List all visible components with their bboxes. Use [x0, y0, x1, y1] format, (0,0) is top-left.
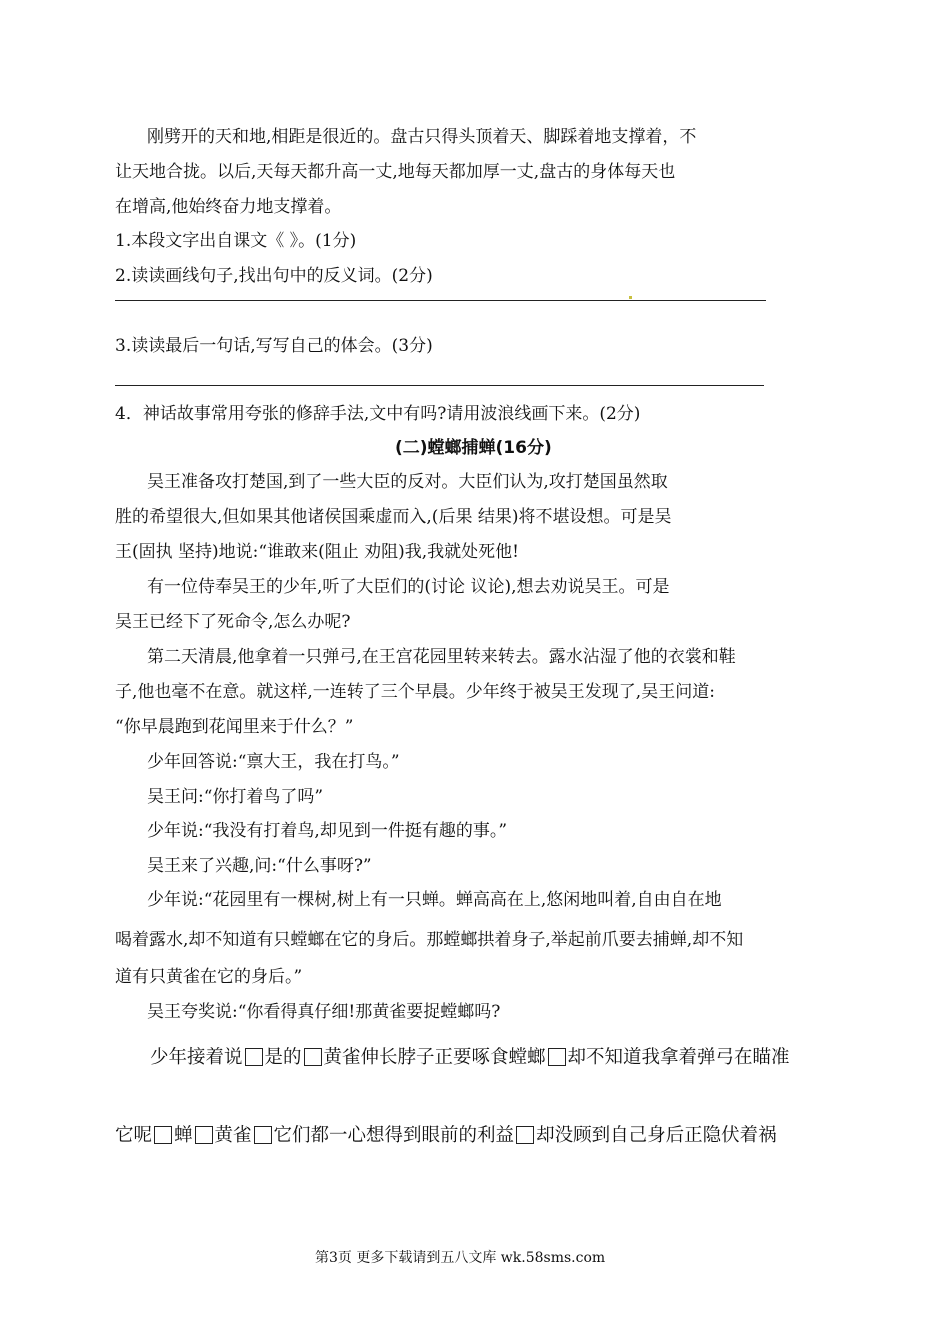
question-4: 4．神话故事常用夸张的修辞手法,文中有吗?请用波浪线画下来。(2分) — [115, 404, 641, 424]
passage1-line-1: 刚劈开的天和地,相距是很近的。盘古只得头顶着天、脚踩着地支撑着，不 — [147, 127, 697, 147]
punctuation-box[interactable] — [254, 1126, 272, 1144]
fill-text: 蝉 — [174, 1125, 193, 1146]
passage2-p4-line-3: 道有只黄雀在它的身后。” — [115, 967, 303, 987]
dialogue-4: 吴王来了兴趣,问:“什么事呀?” — [147, 856, 372, 876]
dialogue-3: 少年说:“我没有打着鸟,却见到一件挺有趣的事。” — [147, 821, 508, 841]
question-1: 1.本段文字出自课文《 》。(1分) — [115, 231, 357, 251]
passage2-p2-line-1: 有一位侍奉吴王的少年,听了大臣们的(讨论 议论),想去劝说吴王。可是 — [147, 577, 670, 597]
passage2-title: (二)螳螂捕蝉(16分) — [395, 438, 552, 458]
fill-text: 它们都一心想得到眼前的利益 — [273, 1125, 515, 1146]
punctuation-box[interactable] — [245, 1048, 263, 1066]
fill-line-1 — [150, 1044, 790, 1072]
answer-line-q3 — [115, 385, 764, 386]
passage1-line-2: 让天地合拢。以后,天每天都升高一丈,地每天都加厚一丈,盘古的身体每天也 — [115, 162, 676, 182]
fill-text: 是的 — [264, 1047, 302, 1068]
fill-text: 黄雀 — [214, 1125, 252, 1146]
punctuation-box[interactable] — [516, 1126, 534, 1144]
punctuation-box[interactable] — [548, 1048, 566, 1066]
punctuation-box[interactable] — [304, 1048, 322, 1066]
punctuation-box[interactable] — [154, 1126, 172, 1144]
fill-text: 却没顾到自己身后正隐伏着祸 — [536, 1125, 777, 1146]
fill-text: 它呢 — [115, 1125, 153, 1146]
dialogue-5: 吴王夸奖说:“你看得真仔细!那黄雀要捉螳螂吗? — [147, 1002, 501, 1022]
dialogue-1: 少年回答说:“禀大王，我在打鸟。” — [147, 752, 400, 772]
passage2-p3-line-3: “你早晨跑到花闻里来于什么？” — [115, 717, 354, 737]
passage2-p2-line-2: 吴王已经下了死命令,怎么办呢? — [115, 612, 351, 632]
passage2-p1-line-1: 吴王准备攻打楚国,到了一些大臣的反对。大臣们认为,攻打楚国虽然取 — [147, 472, 668, 492]
passage1-line-3: 在增高,他始终奋力地支撑着。 — [115, 197, 342, 217]
passage2-p4-line-1: 少年说:“花园里有一棵树,树上有一只蝉。蝉高高在上,悠闲地叫着,自由自在地 — [147, 890, 722, 910]
answer-line-q2 — [115, 300, 766, 301]
passage2-p3-line-1: 第二天清晨,他拿着一只弹弓,在王宫花园里转来转去。露水沾湿了他的衣裳和鞋 — [147, 647, 736, 667]
question-2: 2.读读画线句子,找出句中的反义词。(2分) — [115, 266, 433, 286]
fill-text: 少年接着说 — [150, 1047, 243, 1068]
fill-line-2 — [115, 1122, 777, 1150]
dialogue-2: 吴王问:“你打着鸟了吗” — [147, 787, 324, 807]
question-3: 3.读读最后一句话,写写自己的体会。(3分) — [115, 336, 433, 356]
page-footer: 第3页 更多下载请到五八文库 wk.58sms.com — [315, 1250, 606, 1266]
fill-text: 却不知道我拿着弹弓在瞄准 — [567, 1047, 790, 1068]
passage2-p3-line-2: 子,他也毫不在意。就这样,一连转了三个早晨。少年终于被吴王发现了,吴王问道: — [115, 682, 715, 702]
ink-dot — [629, 296, 632, 299]
fill-text: 黄雀伸长脖子正要啄食螳螂 — [323, 1047, 546, 1068]
punctuation-box[interactable] — [195, 1126, 213, 1144]
passage2-p1-line-2: 胜的希望很大,但如果其他诸侯国乘虚而入,(后果 结果)将不堪设想。可是吴 — [115, 507, 672, 527]
passage2-p4-line-2: 喝着露水,却不知道有只螳螂在它的身后。那螳螂拱着身子,举起前爪要去捕蝉,却不知 — [115, 930, 744, 950]
passage2-p1-line-3: 王(固执 坚持)地说:“谁敢来(阻止 劝阻)我,我就处死他! — [115, 542, 519, 562]
